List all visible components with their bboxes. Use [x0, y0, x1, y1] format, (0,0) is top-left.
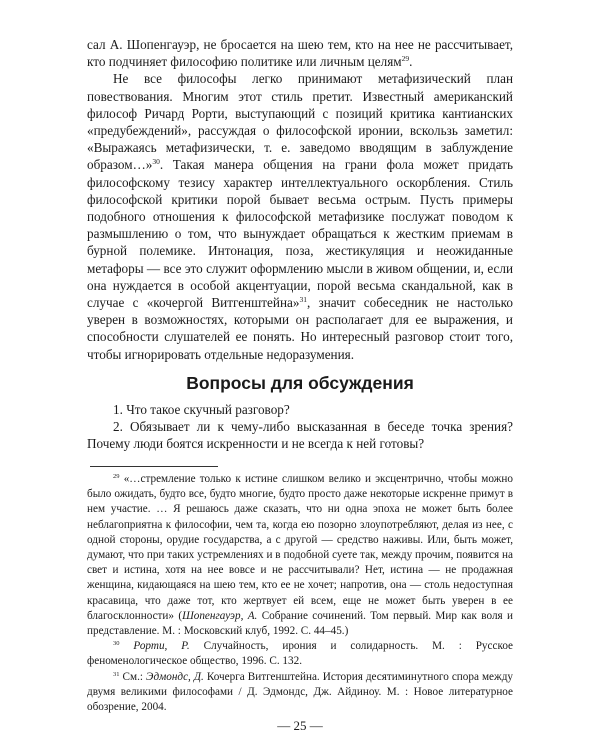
footnote	[87, 639, 513, 669]
question-item: 2. Обязывает ли к чему-либо высказанная в беседе точка зрения? Почему люди боятся искренности и не всегда к ней готовы?	[87, 419, 513, 452]
footnote-text: Случайность, ирония и солидарность. М. : Русское феноменологическое общество, 1996. С. 132.	[87, 640, 514, 668]
paragraph-text: сал А. Шопенгауэр, не бросается на шею тем, кто на нее не рассчитывает, кто подчиняет философию политике или личным целям	[87, 37, 513, 70]
question-item: 1. Что такое скучный разговор?	[113, 402, 290, 417]
paragraph	[87, 70, 513, 362]
footnote-author: Рорти, Р.	[133, 640, 190, 653]
footnote-text: Кочерга Витгенштейна. История десятиминутного спора между двумя великими философами / Д. Эдмондс, Дж. Айдиноу. М. : Новое литературное обозрение, 2004.	[87, 670, 514, 714]
footnote-divider	[90, 466, 218, 467]
footnote-text: Собрание сочинений. Том первый. Мир как воля и представление. М. : Московский клуб, 1992. С. 44–45.)	[87, 609, 513, 638]
footnote-number: 29	[113, 473, 120, 480]
footnote-number: 31	[113, 670, 120, 678]
footnote-text: См.:	[122, 670, 146, 683]
questions-list	[87, 401, 513, 453]
paragraph-text: . Такая манера общения на грани фола может придать философскому тезису характер интеллектуального оскорбления. Стиль философской критики порой бывает весьма острым. Пусть примеры подобного отношения к философской метафизике послужат поводом к размышлению о том, что вынуждает обращаться к жестким приемам в бурной полемике. Интонация, поза, жестикуляция и неожиданные метафоры — все это служит оформлению мысли в живом общении, и, если она нуждается в особой акцентуации, порой весьма скандальной, как в случае с «кочергой Витгенштейна»	[87, 157, 513, 311]
footnote-ref: 31	[299, 295, 307, 305]
paragraph	[87, 36, 513, 70]
footnote	[87, 472, 513, 639]
footnote-number: 30	[113, 640, 120, 648]
footnote-ref: 30	[152, 157, 160, 167]
paragraph-text: .	[409, 54, 413, 70]
footnote	[87, 670, 513, 716]
footnote-author: Эдмондс, Д.	[146, 670, 204, 683]
paragraph-text: Не все философы легко принимают метафизический план повествования. Многим этот стиль претит. Известный американский философ Ричард Рорти, выступающий с позиций критика кантианских «предубеждений», рассуждая о философской иронии, вскользь заметил: «Выражаясь метафизически, т. е. заведомо вводящим в заблуждение образом…»	[87, 71, 513, 173]
main-text	[87, 36, 513, 363]
footnote-text: «…стремление только к истине слишком велико и эксцентрично, чтобы можно было ожидать, будто все, будто многие, будто просто даже некоторые искренне примут в нем участие. … Я решаюсь даже сказать, что ни одна эпоха не может быть более неблагоприятна к философии, чем та, когда ею позорно злоупотребляют, делая из нее, с одной стороны, орудие государства, а с другой — средство наживы. Или, быть может, думают, что при таких устремлениях и в подобной суете так, между прочим, появится на свет и истина, хотя на нее вовсе и не рассчитывали? Нет, истина — не продажная женщина, кидающаяся на шею тем, кто ее не хочет; напротив, она — столь недоступная красавица, что даже тот, кто жертвует ей всем, еще не может быть уверен в ее благосклонности» (	[87, 473, 513, 622]
paragraph-text: , значит собеседник не настолько уверен в возможностях, которыми он располагает для ее выражения, и способности слушателей ее понять. Но интересный разговор стоит того, чтобы игнорировать отдельные недоразумения.	[87, 295, 513, 362]
page-number: — 25 —	[277, 718, 323, 733]
section-heading: Вопросы для обсуждения	[186, 373, 414, 393]
footnotes	[87, 472, 513, 715]
footnote-author: Шопенгауэр, А.	[182, 609, 258, 622]
footnote-ref: 29	[401, 54, 410, 64]
